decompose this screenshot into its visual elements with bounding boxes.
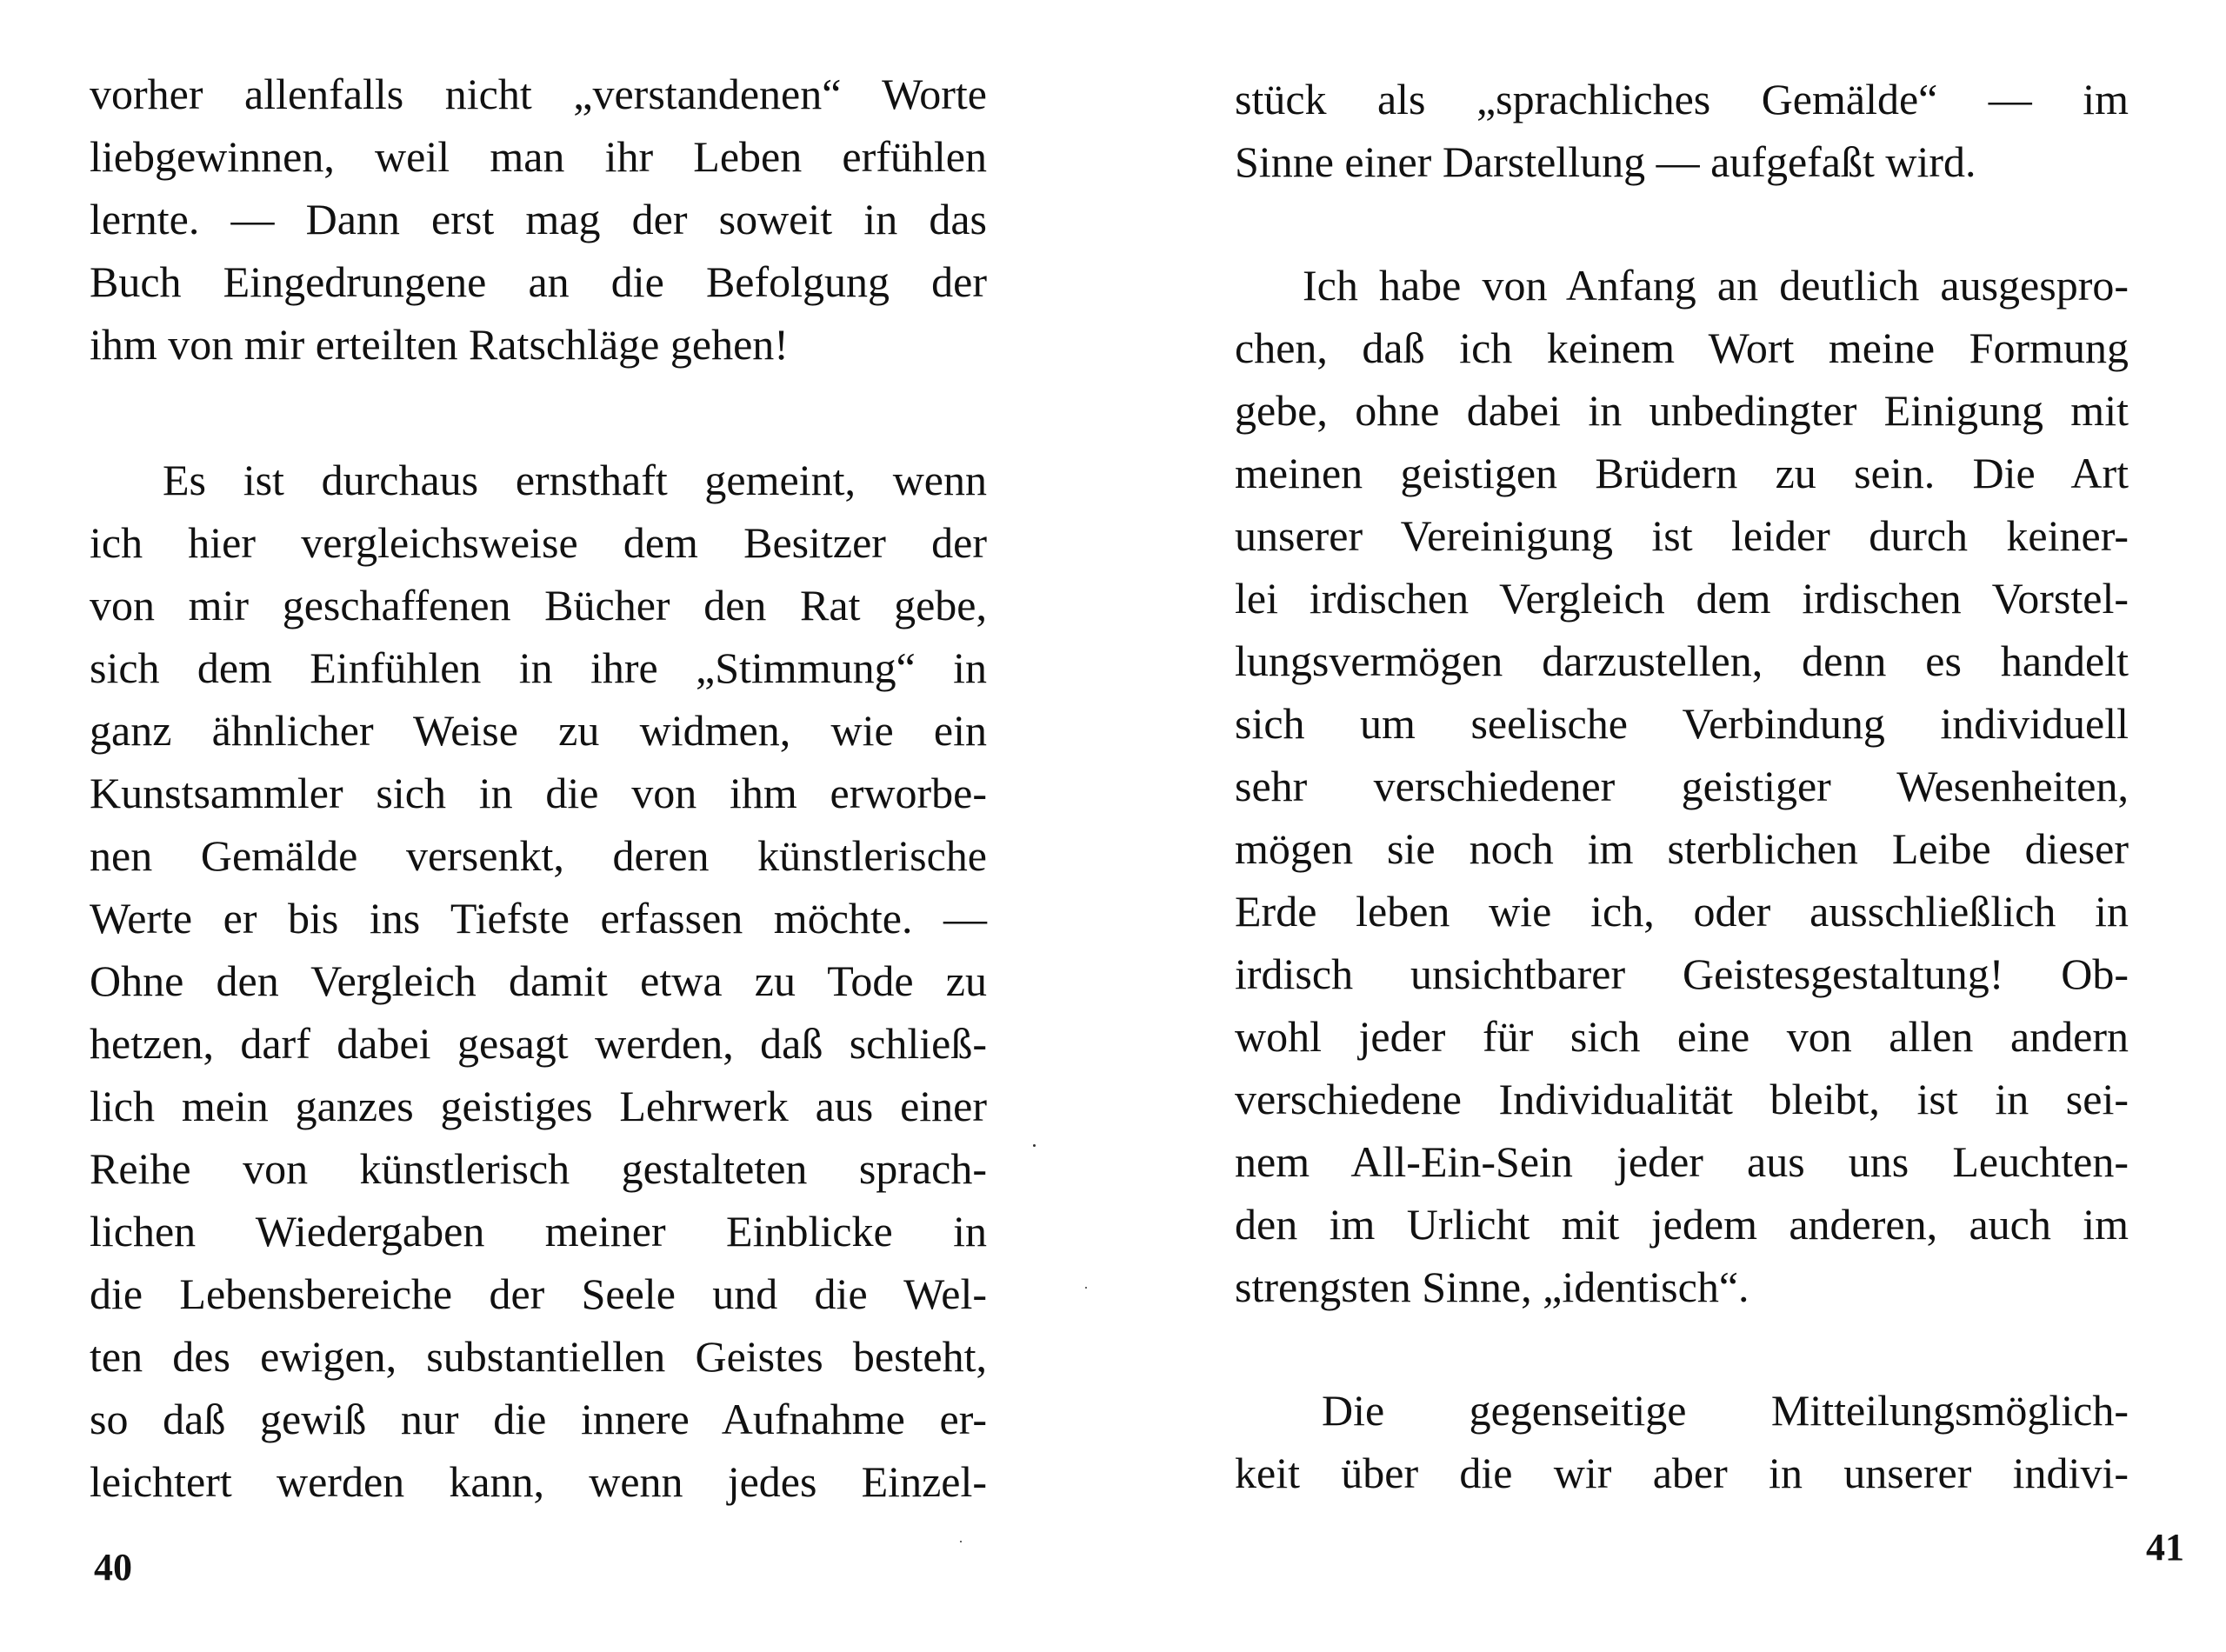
- text-line: lernte. — Dann erst mag der soweit in das: [90, 195, 987, 243]
- text-line: verschiedene Individualität bleibt, ist in sei-: [1235, 1075, 2129, 1123]
- text-line: so daß gewiß nur die innere Aufnahme er-: [90, 1395, 987, 1443]
- text-line: ich hier vergleichsweise dem Besitzer der: [90, 518, 987, 567]
- text-line: lungsvermögen darzustellen, denn es handelt: [1235, 636, 2129, 685]
- text-line: keit über die wir aber in unserer indivi-: [1235, 1449, 2129, 1497]
- text-line: hetzen, darf dabei gesagt werden, daß schließ-: [90, 1019, 987, 1068]
- text-line: gebe, ohne dabei in unbedingter Einigung mit: [1235, 386, 2129, 435]
- text-line: Buch Eingedrungene an die Befolgung der: [90, 257, 987, 306]
- text-line: nen Gemälde versenkt, deren künstlerische: [90, 831, 987, 880]
- text-line: lichen Wiedergaben meiner Einblicke in: [90, 1207, 987, 1256]
- text-line: Sinne einer Darstellung — aufgefaßt wird.: [1235, 137, 1976, 186]
- text-line: ihm von mir erteilten Ratschläge gehen!: [90, 320, 789, 369]
- print-speck: [1085, 1287, 1087, 1289]
- text-line: liebgewinnen, weil man ihr Leben erfühlen: [90, 132, 987, 181]
- text-line: irdisch unsichtbarer Geistesgestaltung! Ob-: [1235, 949, 2129, 998]
- text-line: wohl jeder für sich eine von allen andern: [1235, 1012, 2129, 1061]
- text-line: leichtert werden kann, wenn jedes Einzel-: [90, 1457, 987, 1506]
- text-line: ganz ähnlicher Weise zu widmen, wie ein: [90, 706, 987, 755]
- text-line: Ohne den Vergleich damit etwa zu Tode zu: [90, 956, 987, 1005]
- text-line: den im Urlicht mit jedem anderen, auch im: [1235, 1200, 2129, 1249]
- text-line: chen, daß ich keinem Wort meine Formung: [1235, 323, 2129, 372]
- page-number: 41: [2146, 1526, 2184, 1569]
- text-line: strengsten Sinne, „identisch“.: [1235, 1262, 1749, 1311]
- text-line: sich dem Einfühlen in ihre „Stimmung“ in: [90, 643, 987, 692]
- text-line: stück als „sprachliches Gemälde“ — im: [1235, 75, 2129, 123]
- text-line: ten des ewigen, substantiellen Geistes besteht,: [90, 1332, 987, 1381]
- text-line: Reihe von künstlerisch gestalteten sprach-: [90, 1144, 987, 1193]
- text-line: Ich habe von Anfang an deutlich ausgespro-: [1303, 261, 2129, 310]
- text-line: sehr verschiedener geistiger Wesenheiten,: [1235, 762, 2129, 810]
- text-line: Es ist durchaus ernsthaft gemeint, wenn: [163, 456, 987, 504]
- text-line: von mir geschaffenen Bücher den Rat gebe,: [90, 581, 987, 629]
- text-line: unserer Vereinigung ist leider durch keiner-: [1235, 511, 2129, 560]
- page-number: 40: [94, 1546, 132, 1589]
- text-line: sich um seelische Verbindung individuell: [1235, 699, 2129, 748]
- text-line: lich mein ganzes geistiges Lehrwerk aus einer: [90, 1082, 987, 1130]
- text-line: nem All-Ein-Sein jeder aus uns Leuchten-: [1235, 1137, 2129, 1186]
- right-page: [1113, 0, 2226, 1652]
- text-line: Kunstsammler sich in die von ihm erworbe-: [90, 769, 987, 817]
- text-line: Erde leben wie ich, oder ausschließlich in: [1235, 887, 2129, 936]
- text-line: lei irdischen Vergleich dem irdischen Vorstel-: [1235, 574, 2129, 623]
- print-speck: [1033, 1144, 1036, 1147]
- text-line: mögen sie noch im sterblichen Leibe dieser: [1235, 824, 2129, 873]
- print-speck: [960, 1541, 962, 1542]
- text-line: Die gegenseitige Mitteilungsmöglich-: [1322, 1386, 2129, 1435]
- text-line: die Lebensbereiche der Seele und die Wel-: [90, 1269, 987, 1318]
- text-line: vorher allenfalls nicht „verstandenen“ Worte: [90, 70, 987, 118]
- text-line: meinen geistigen Brüdern zu sein. Die Art: [1235, 449, 2129, 497]
- text-line: Werte er bis ins Tiefste erfassen möchte. —: [90, 894, 987, 943]
